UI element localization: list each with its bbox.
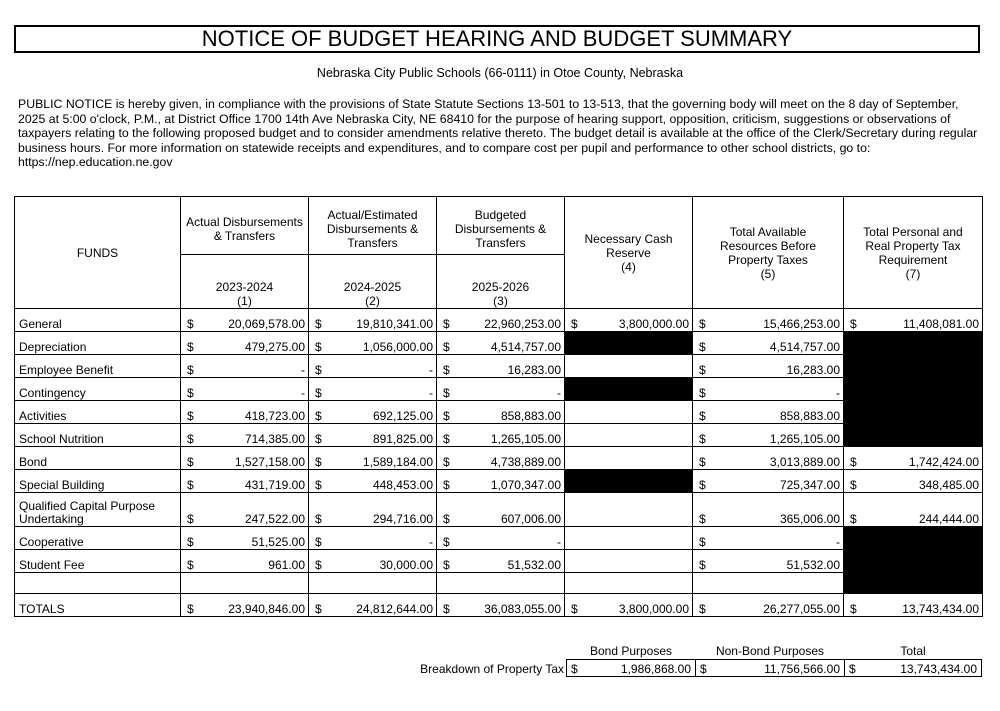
- amount-c5: 4,514,757.00: [707, 332, 844, 355]
- dollar-sign: $: [309, 527, 323, 550]
- amount-c2: 1,589,184.00: [323, 447, 437, 470]
- dollar-sign: $: [693, 493, 707, 527]
- fund-row: [15, 527, 983, 550]
- amount-c3: 22,960,253.00: [451, 309, 565, 332]
- dollar-sign: $: [181, 355, 195, 378]
- dollar-sign: $: [693, 550, 707, 573]
- amount-c1: -: [195, 378, 309, 401]
- dollar-sign: $: [693, 355, 707, 378]
- fund-name: Activities: [15, 401, 181, 424]
- empty-cell: [565, 401, 693, 424]
- amount-c2: -: [323, 527, 437, 550]
- dollar-sign: $: [565, 309, 579, 332]
- col2-year-header: 2024-2025 (2): [309, 255, 437, 309]
- fund-name: School Nutrition: [15, 424, 181, 447]
- amount-c2: 448,453.00: [323, 470, 437, 493]
- dollar-sign: $: [181, 493, 195, 527]
- total-c3: 36,083,055.00: [451, 594, 565, 617]
- redacted-cell: [565, 332, 693, 355]
- amount-c2: -: [323, 378, 437, 401]
- public-notice-text: PUBLIC NOTICE is hereby given, in compliance with the provisions of State Statute Sections 13-501 to 13-513, that the governing body will meet on the 8 day of September, 2025 at 5:00 o'clock, P.M., at District Office 1700 14th Ave Nebraska City, NE 68410 for the purpose of hearing support, opposition, criticism, suggestions or observations of taxpayers relating to the following proposed budget and to consider amendments relative thereto. The budget detail is available at the office of the Clerk/Secretary during regular business hours. For more information on statewide receipts and expenditures, and to compare cost per pupil and performance to other school districts, go to: https://nep.education.ne.gov: [18, 97, 978, 169]
- amount-c3: 1,070,347.00: [451, 470, 565, 493]
- redacted-cell: [565, 378, 693, 401]
- fund-name: Depreciation: [15, 332, 181, 355]
- non-bond-purposes-header: Non-Bond Purposes: [715, 644, 825, 658]
- amount-c5: 3,013,889.00: [707, 447, 844, 470]
- fund-name: Cooperative: [15, 527, 181, 550]
- dollar-sign: $: [309, 332, 323, 355]
- dollar-sign: $: [693, 332, 707, 355]
- amount-c7: 1,742,424.00: [858, 447, 983, 470]
- fund-row: [15, 447, 983, 470]
- dollar-sign: $: [309, 493, 323, 527]
- col1-year-header: 2023-2024 (1): [181, 255, 309, 309]
- redacted-cell: [844, 401, 983, 424]
- fund-name: Special Building: [15, 470, 181, 493]
- amount-c5: 725,347.00: [707, 470, 844, 493]
- amount-c3: 607,006.00: [451, 493, 565, 527]
- amount-c1: -: [195, 355, 309, 378]
- amount-c2: -: [323, 355, 437, 378]
- amount-c5: -: [707, 527, 844, 550]
- amount-c3: 858,883.00: [451, 401, 565, 424]
- amount-c1: 20,069,578.00: [195, 309, 309, 332]
- dollar-sign: $: [181, 378, 195, 401]
- dollar-sign: $: [693, 470, 707, 493]
- dollar-sign: $: [181, 470, 195, 493]
- amount-c3: 4,514,757.00: [451, 332, 565, 355]
- dollar-sign: $: [181, 550, 195, 573]
- dollar-sign: $: [309, 355, 323, 378]
- amount-c1: 51,525.00: [195, 527, 309, 550]
- fund-name: Employee Benefit: [15, 355, 181, 378]
- fund-row: [15, 309, 983, 332]
- dollar-sign: $: [309, 378, 323, 401]
- dollar-sign: $: [693, 594, 707, 617]
- totals-label: TOTALS: [15, 594, 181, 617]
- fund-name: Qualified Capital Purpose Undertaking: [15, 493, 181, 527]
- amount-c2: 294,716.00: [323, 493, 437, 527]
- redacted-cell: [844, 332, 983, 355]
- bond-purposes-header: Bond Purposes: [589, 644, 673, 658]
- col3-group-header: Budgeted Disbursements & Transfers: [437, 197, 565, 255]
- col3-year-header: 2025-2026 (3): [437, 255, 565, 309]
- dollar-sign: $: [437, 378, 451, 401]
- fund-row: [15, 332, 983, 355]
- dollar-sign: $: [565, 594, 579, 617]
- dollar-sign: $: [309, 401, 323, 424]
- col4-header: Necessary Cash Reserve (4): [565, 197, 693, 309]
- fund-name: Student Fee: [15, 550, 181, 573]
- redacted-cell: [844, 378, 983, 401]
- empty-cell: [565, 355, 693, 378]
- dollar-sign: $: [309, 309, 323, 332]
- amount-c4: 3,800,000.00: [579, 309, 693, 332]
- amount-c2: 30,000.00: [323, 550, 437, 573]
- total-header: Total: [900, 644, 926, 658]
- dollar-sign: $: [437, 401, 451, 424]
- fund-row: [15, 355, 983, 378]
- amount-c2: 19,810,341.00: [323, 309, 437, 332]
- dollar-sign: $: [693, 309, 707, 332]
- dollar-sign: $: [309, 550, 323, 573]
- fund-row: [15, 378, 983, 401]
- empty-cell: [565, 550, 693, 573]
- amount-c5: 15,466,253.00: [707, 309, 844, 332]
- amount-c7: 348,485.00: [858, 470, 983, 493]
- amount-c1: 1,527,158.00: [195, 447, 309, 470]
- amount-c1: 247,522.00: [195, 493, 309, 527]
- dollar-sign: $: [693, 378, 707, 401]
- spacer-row: [15, 573, 983, 594]
- total-c1: 23,940,846.00: [195, 594, 309, 617]
- amount-c1: 714,385.00: [195, 424, 309, 447]
- dollar-sign: $: [437, 424, 451, 447]
- amount-c3: -: [451, 378, 565, 401]
- amount-c1: 418,723.00: [195, 401, 309, 424]
- dollar-sign: $: [693, 424, 707, 447]
- dollar-sign: $: [437, 309, 451, 332]
- col7-header: Total Personal and Real Property Tax Requirement (7): [844, 197, 983, 309]
- redacted-cell: [844, 527, 983, 550]
- bond-purposes-value: $ 1,986,868.00: [566, 659, 696, 677]
- amount-c5: 51,532.00: [707, 550, 844, 573]
- dollar-sign: $: [693, 401, 707, 424]
- amount-c1: 479,275.00: [195, 332, 309, 355]
- redacted-cell: [844, 550, 983, 573]
- total-c4: 3,800,000.00: [579, 594, 693, 617]
- non-bond-purposes-value: $ 11,756,566.00: [695, 659, 845, 677]
- amount-c1: 961.00: [195, 550, 309, 573]
- dollar-sign: $: [309, 447, 323, 470]
- col5-header: Total Available Resources Before Property Taxes (5): [693, 197, 844, 309]
- dollar-sign: $: [181, 424, 195, 447]
- total-c2: 24,812,644.00: [323, 594, 437, 617]
- fund-name: General: [15, 309, 181, 332]
- amount-c7: 11,408,081.00: [858, 309, 983, 332]
- dollar-sign: $: [437, 470, 451, 493]
- dollar-sign: $: [309, 424, 323, 447]
- amount-c2: 692,125.00: [323, 401, 437, 424]
- fund-row: [15, 493, 983, 527]
- dollar-sign: $: [437, 447, 451, 470]
- dollar-sign: $: [181, 527, 195, 550]
- property-tax-breakdown: [0, 644, 1000, 684]
- amount-c3: 4,738,889.00: [451, 447, 565, 470]
- empty-cell: [565, 527, 693, 550]
- amount-c3: -: [451, 527, 565, 550]
- budget-summary-table: [14, 196, 983, 617]
- totals-row: [15, 594, 983, 617]
- total-c7: 13,743,434.00: [858, 594, 983, 617]
- dollar-sign: $: [844, 493, 858, 527]
- amount-c3: 16,283.00: [451, 355, 565, 378]
- funds-header: FUNDS: [15, 197, 181, 309]
- dollar-sign: $: [309, 594, 323, 617]
- dollar-sign: $: [181, 401, 195, 424]
- dollar-sign: $: [309, 470, 323, 493]
- redacted-cell: [565, 470, 693, 493]
- dollar-sign: $: [844, 594, 858, 617]
- amount-c2: 891,825.00: [323, 424, 437, 447]
- breakdown-label: Breakdown of Property Tax: [420, 662, 564, 676]
- dollar-sign: $: [693, 447, 707, 470]
- dollar-sign: $: [437, 355, 451, 378]
- amount-c5: -: [707, 378, 844, 401]
- redacted-cell: [844, 424, 983, 447]
- amount-c1: 431,719.00: [195, 470, 309, 493]
- col2-group-header: Actual/Estimated Disbursements & Transfers: [309, 197, 437, 255]
- fund-name: Bond: [15, 447, 181, 470]
- dollar-sign: $: [437, 550, 451, 573]
- amount-c5: 16,283.00: [707, 355, 844, 378]
- fund-row: [15, 424, 983, 447]
- empty-cell: [565, 447, 693, 470]
- dollar-sign: $: [181, 332, 195, 355]
- fund-row: [15, 401, 983, 424]
- dollar-sign: $: [181, 309, 195, 332]
- amount-c7: 244,444.00: [858, 493, 983, 527]
- amount-c5: 1,265,105.00: [707, 424, 844, 447]
- district-subtitle: Nebraska City Public Schools (66-0111) in Otoe County, Nebraska: [316, 66, 684, 80]
- fund-name: Contingency: [15, 378, 181, 401]
- dollar-sign: $: [437, 493, 451, 527]
- dollar-sign: $: [844, 447, 858, 470]
- amount-c3: 51,532.00: [451, 550, 565, 573]
- empty-cell: [565, 424, 693, 447]
- fund-row: [15, 550, 983, 573]
- dollar-sign: $: [693, 527, 707, 550]
- total-value: $ 13,743,434.00: [844, 659, 982, 677]
- redacted-cell: [844, 355, 983, 378]
- dollar-sign: $: [844, 309, 858, 332]
- page-title: NOTICE OF BUDGET HEARING AND BUDGET SUMMARY: [14, 25, 980, 53]
- amount-c5: 365,006.00: [707, 493, 844, 527]
- dollar-sign: $: [437, 594, 451, 617]
- total-c5: 26,277,055.00: [707, 594, 844, 617]
- dollar-sign: $: [437, 527, 451, 550]
- amount-c3: 1,265,105.00: [451, 424, 565, 447]
- empty-cell: [565, 493, 693, 527]
- amount-c5: 858,883.00: [707, 401, 844, 424]
- dollar-sign: $: [437, 332, 451, 355]
- col1-group-header: Actual Disbursements & Transfers: [181, 197, 309, 255]
- dollar-sign: $: [181, 447, 195, 470]
- amount-c2: 1,056,000.00: [323, 332, 437, 355]
- dollar-sign: $: [181, 594, 195, 617]
- fund-row: [15, 470, 983, 493]
- dollar-sign: $: [844, 470, 858, 493]
